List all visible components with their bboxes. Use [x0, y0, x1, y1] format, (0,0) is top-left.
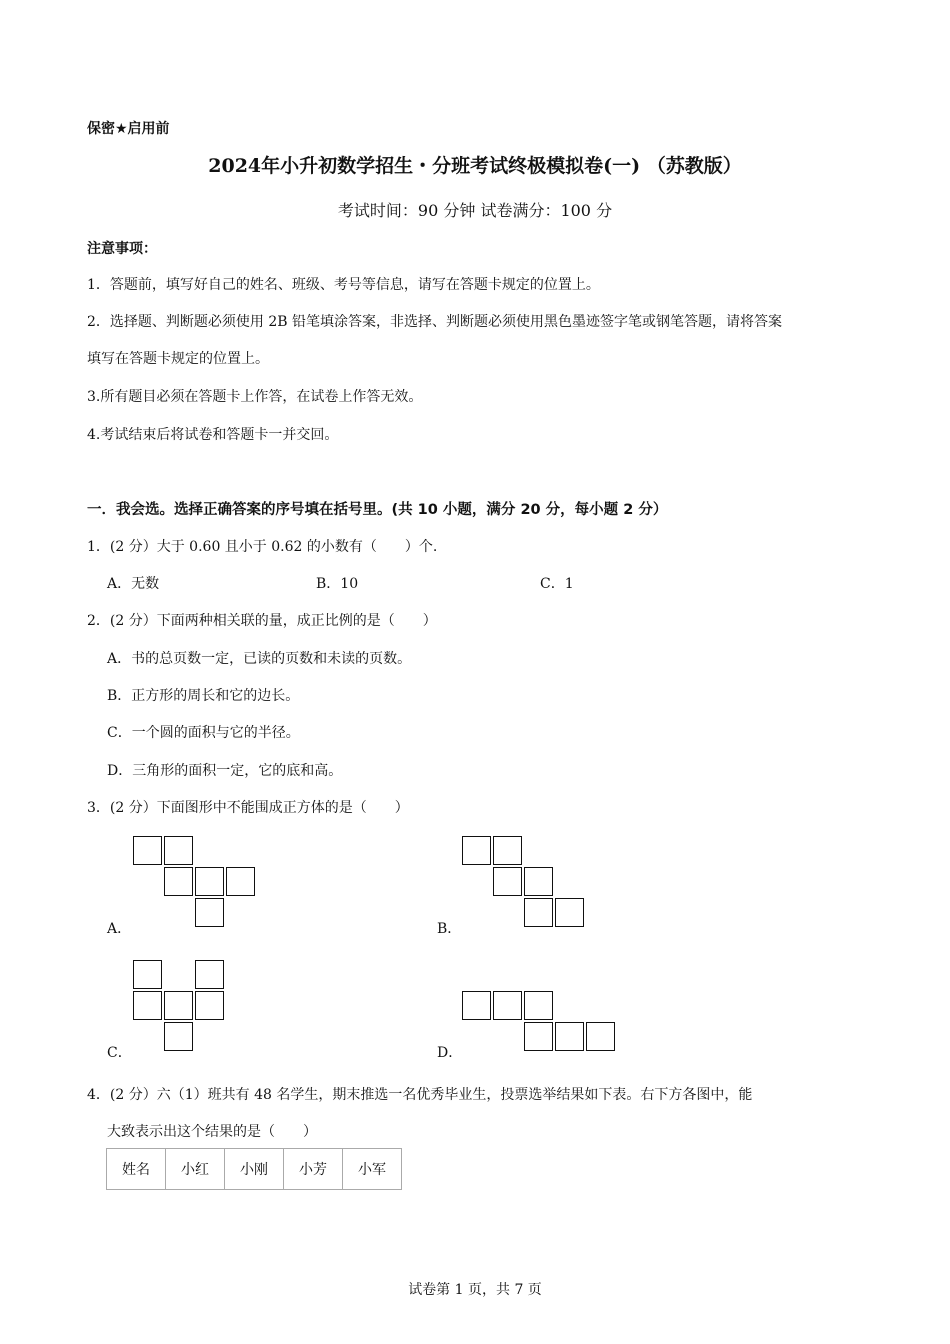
- table-cell: 小军: [343, 1149, 402, 1190]
- table-cell: 小红: [166, 1149, 225, 1190]
- q2-option-d: D．三角形的面积一定，它的底和高。: [107, 763, 343, 779]
- question-4-stem-line2: 大致表示出这个结果的是（ ）: [107, 1124, 317, 1140]
- table-cell: 姓名: [107, 1149, 166, 1190]
- q1-option-c: C．1: [540, 576, 574, 592]
- note-item: 2．选择题、判断题必须使用 2B 铅笔填涂答案，非选择、判断题必须使用黑色墨迹签字笔或钢笔答题，请将答案: [87, 314, 783, 330]
- note-item: 4.考试结束后将试卷和答题卡一并交回。: [87, 427, 339, 443]
- question-2-stem: 2．(2 分）下面两种相关联的量，成正比例的是（ ）: [87, 613, 437, 629]
- q2-option-b: B．正方形的周长和它的边长。: [107, 688, 300, 704]
- table-cell: 小芳: [284, 1149, 343, 1190]
- q1-option-b: B．10: [316, 576, 359, 592]
- vote-table: [106, 1148, 402, 1190]
- q1-option-a: A．无数: [107, 576, 160, 592]
- confidential-label: 保密★启用前: [87, 121, 170, 137]
- q3-option-c: C．: [107, 1045, 132, 1061]
- question-4-stem-line1: 4．(2 分）六（1）班共有 48 名学生，期末推选一名优秀毕业生，投票选举结果如下表。右下方各图中，能: [87, 1087, 753, 1103]
- q3-option-d: D．: [437, 1045, 463, 1061]
- page-footer: 试卷第 1 页，共 7 页: [408, 1282, 542, 1298]
- notes-heading: 注意事项：: [87, 241, 157, 257]
- table-cell: 小刚: [225, 1149, 284, 1190]
- q3-option-a: A．: [107, 921, 132, 937]
- note-item: 3.所有题目必须在答题卡上作答，在试卷上作答无效。: [87, 389, 423, 405]
- section-heading: 一．我会选。选择正确答案的序号填在括号里。(共 10 小题，满分 20 分，每小题 2 分）: [87, 502, 668, 518]
- note-item: 1．答题前，填写好自己的姓名、班级、考号等信息，请写在答题卡规定的位置上。: [87, 277, 600, 293]
- question-1-stem: 1．(2 分）大于 0.60 且小于 0.62 的小数有（ ）个.: [87, 539, 438, 555]
- exam-title: 2024年小升初数学招生・分班考试终极模拟卷(一) （苏教版）: [208, 155, 742, 177]
- note-item: 填写在答题卡规定的位置上。: [87, 351, 269, 367]
- table-row: [107, 1149, 402, 1190]
- q2-option-a: A．书的总页数一定，已读的页数和未读的页数。: [107, 651, 412, 667]
- exam-subtitle: 考试时间：90 分钟 试卷满分：100 分: [337, 201, 613, 220]
- q2-option-c: C．一个圆的面积与它的半径。: [107, 725, 300, 741]
- q3-option-b: B．: [437, 921, 462, 937]
- question-3-stem: 3．(2 分）下面图形中不能围成正方体的是（ ）: [87, 800, 409, 816]
